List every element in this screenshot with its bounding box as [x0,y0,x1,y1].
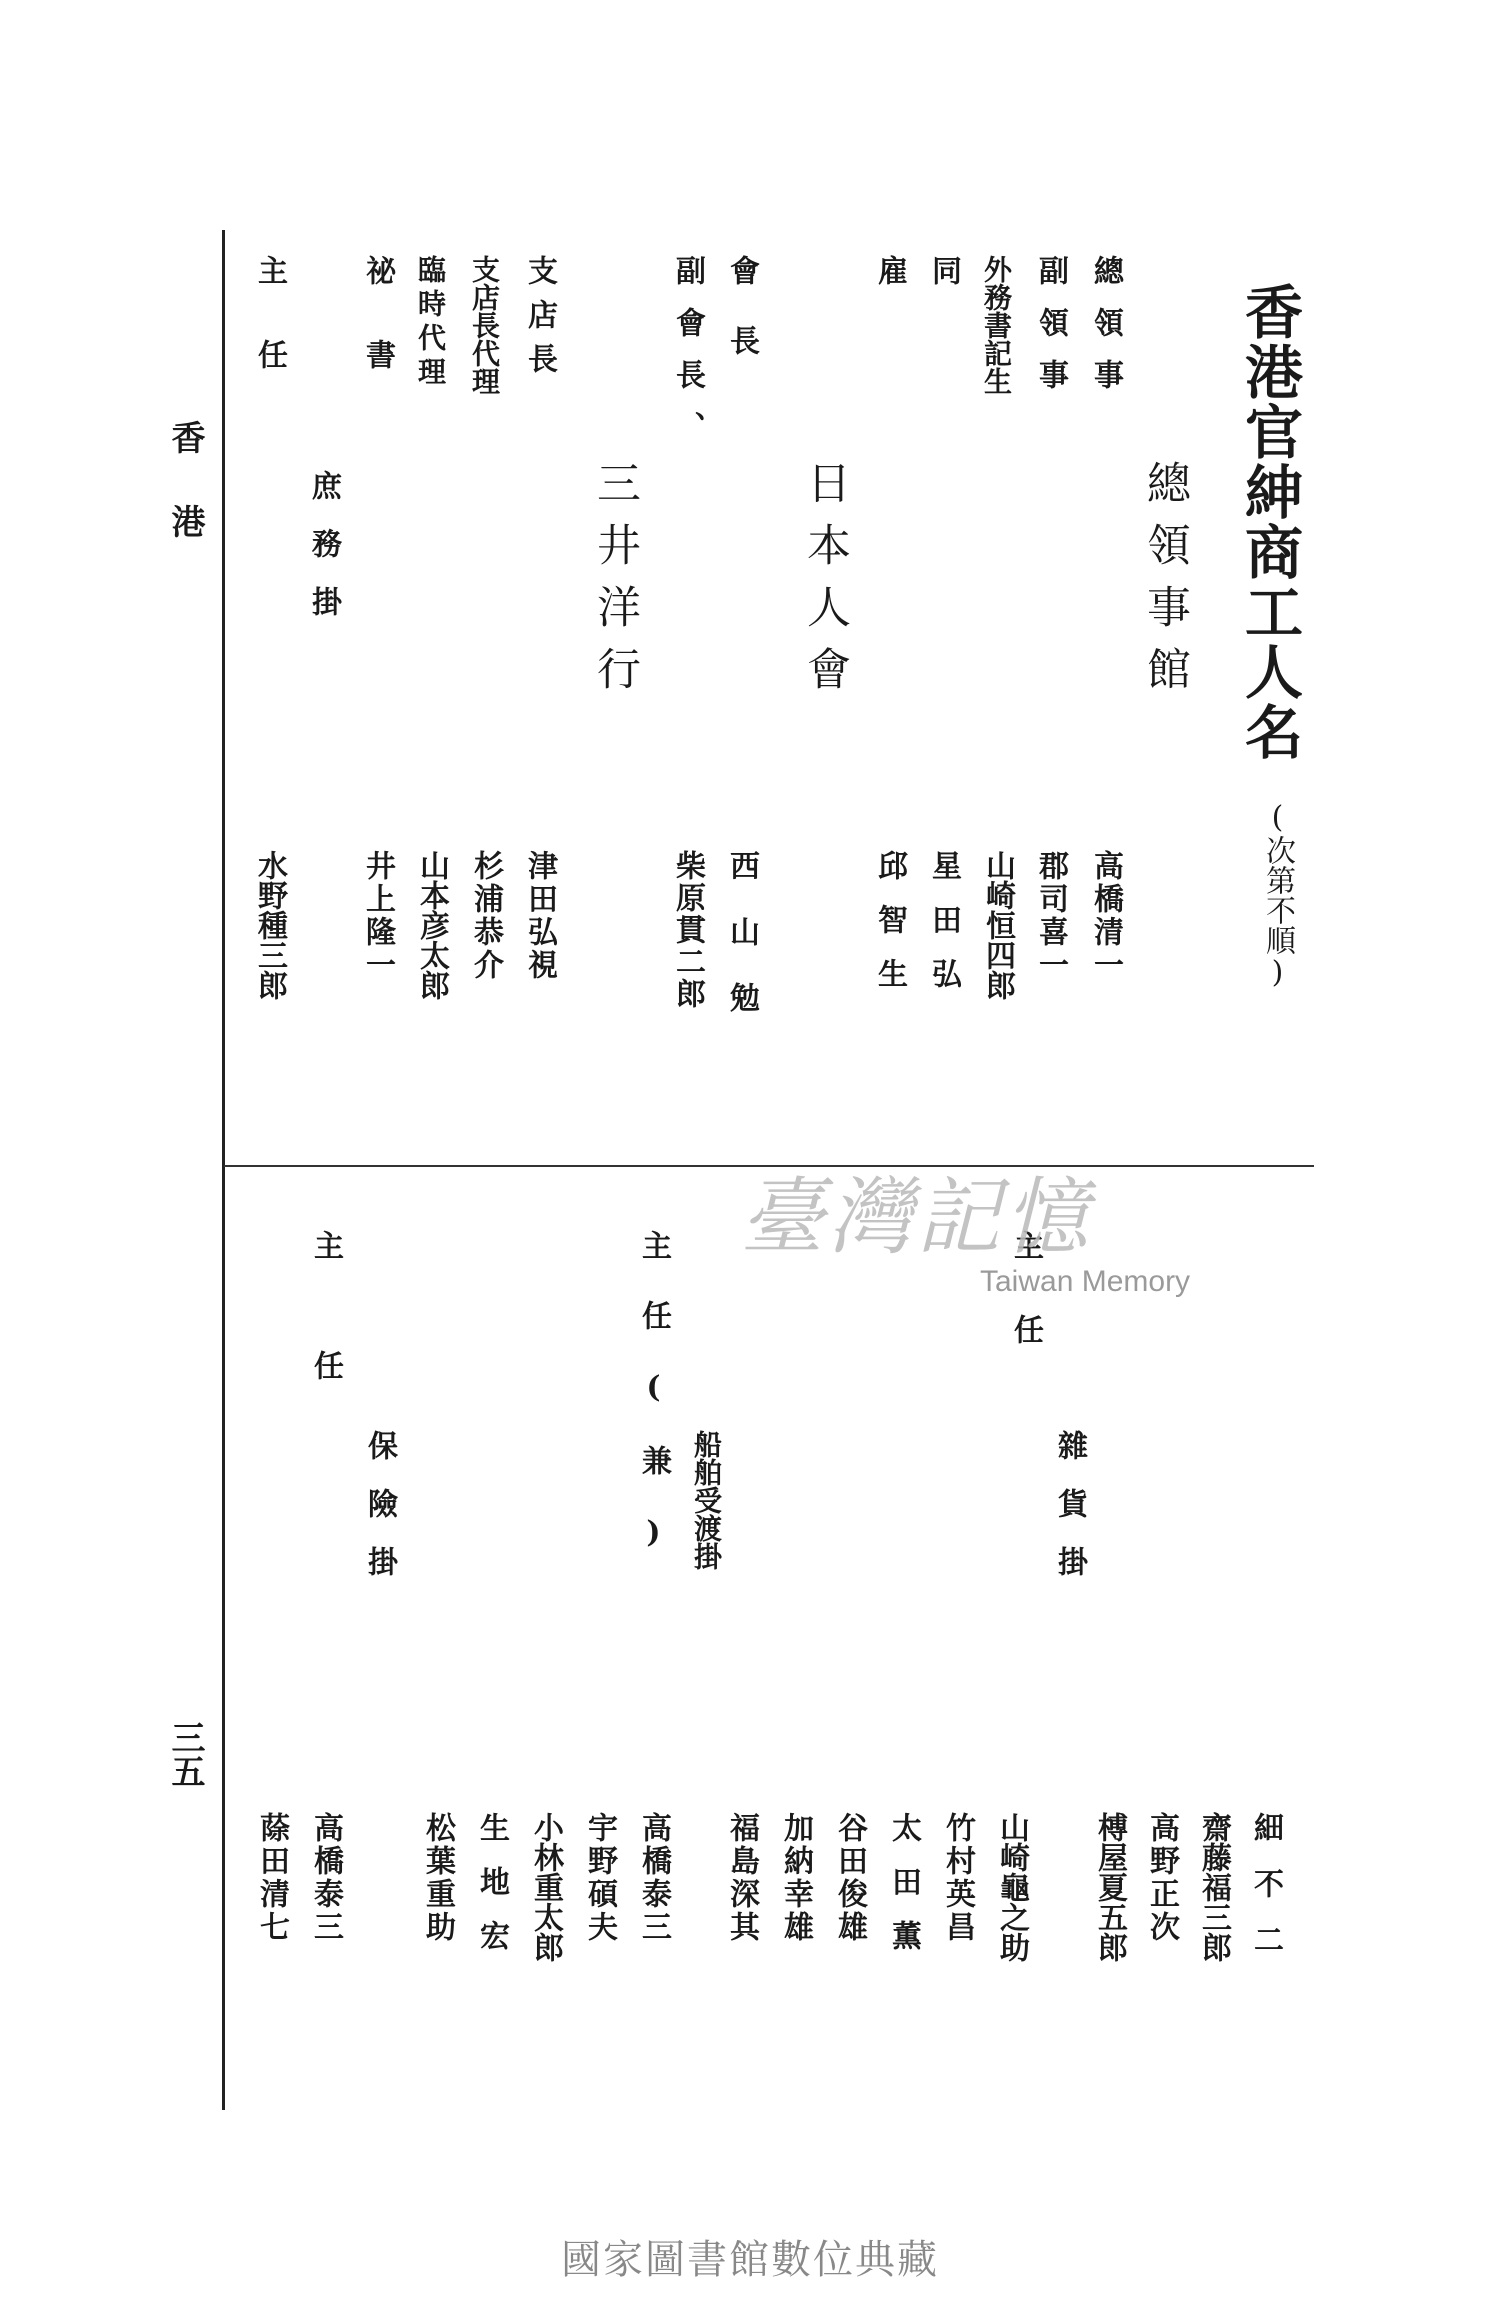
name: 宇野碩夫 [582,1812,617,1944]
entry-title: 支店長 [522,255,557,387]
name: 加納幸雄 [778,1812,813,1944]
entry-title: 臨時代理 [414,255,447,391]
entry-title: 支店長代理 [468,255,501,395]
section-japanese-association: 日本人會 [799,460,850,708]
chief-sundries: 主任 [1008,1230,1043,1398]
entry-name: 杉浦恭介 [468,850,503,982]
entry-name: 山崎恒四郎 [980,850,1015,1000]
section-mitsui: 三井洋行 [589,460,640,708]
entry-name: 井上隆一 [360,850,395,982]
entry-title: 主任 [252,255,287,423]
entry-name: 高橋清一 [1088,850,1123,982]
name: 蒢田清七 [254,1812,289,1944]
entry-name: 山本彦太郎 [414,850,449,1000]
entry-title: 總領事 [1088,255,1123,411]
name: 竹村英昌 [940,1812,975,1944]
name: 榑屋夏五郎 [1092,1812,1127,1962]
title-note: (次第不順) [1260,800,1295,990]
name: 細不二 [1248,1812,1283,1980]
dept-general-affairs: 庶務掛 [306,470,341,644]
margin-label: 香港 [165,420,205,588]
entry-name: 津田弘視 [522,850,557,982]
entry-name: 星田弘 [926,850,961,1012]
name: 小林重太郎 [528,1812,563,1962]
name: 谷田俊雄 [832,1812,867,1944]
name: 高橋泰三 [636,1812,671,1944]
name: 高橋泰三 [308,1812,343,1944]
entry-name: 水野種三郎 [252,850,287,1000]
name: 生地宏 [474,1812,509,1974]
vertical-divider [222,230,225,2110]
page-number: 三五 [165,1720,205,1788]
entry-title: 祕書 [360,255,395,423]
entry-name: 邱智生 [872,850,907,1012]
entry-title: 雇 [872,255,907,289]
entry-title: 副領事 [1033,255,1068,411]
page-title: 香港官紳商工人名 [1235,282,1303,762]
name: 太田薫 [886,1812,921,1974]
dept-shipping: 船舶受渡掛 [690,1430,723,1570]
dept-insurance: 保險掛 [362,1430,397,1604]
entry-name: 西山勉 [724,850,759,1048]
entry-title: 同 [926,255,961,289]
entry-title: 外務書記生 [980,255,1013,395]
dept-sundries: 雜貨掛 [1052,1430,1087,1604]
section-consulate: 總領事館 [1139,460,1190,708]
footer-source: 國家圖書館數位典藏 [561,2237,939,2283]
chief-shipping: 主任(兼) [636,1230,671,1590]
entry-name: 柴原貫二郎 [670,850,705,1010]
watermark-subtitle: Taiwan Memory [980,1265,1191,1298]
entry-name: 郡司喜一 [1033,850,1068,982]
entry-title: 副會長、 [670,255,705,463]
name: 高野正次 [1144,1812,1179,1944]
entry-title: 會長 [724,255,759,395]
watermark-logo: 臺灣記憶 [740,1168,1093,1266]
name: 山崎龜之助 [994,1812,1029,1962]
chief-insurance: 主任 [308,1230,343,1470]
name: 福島深其 [724,1812,759,1944]
name: 松葉重助 [420,1812,455,1944]
name: 齋藤福三郎 [1196,1812,1231,1962]
watermark [740,1150,1190,1299]
